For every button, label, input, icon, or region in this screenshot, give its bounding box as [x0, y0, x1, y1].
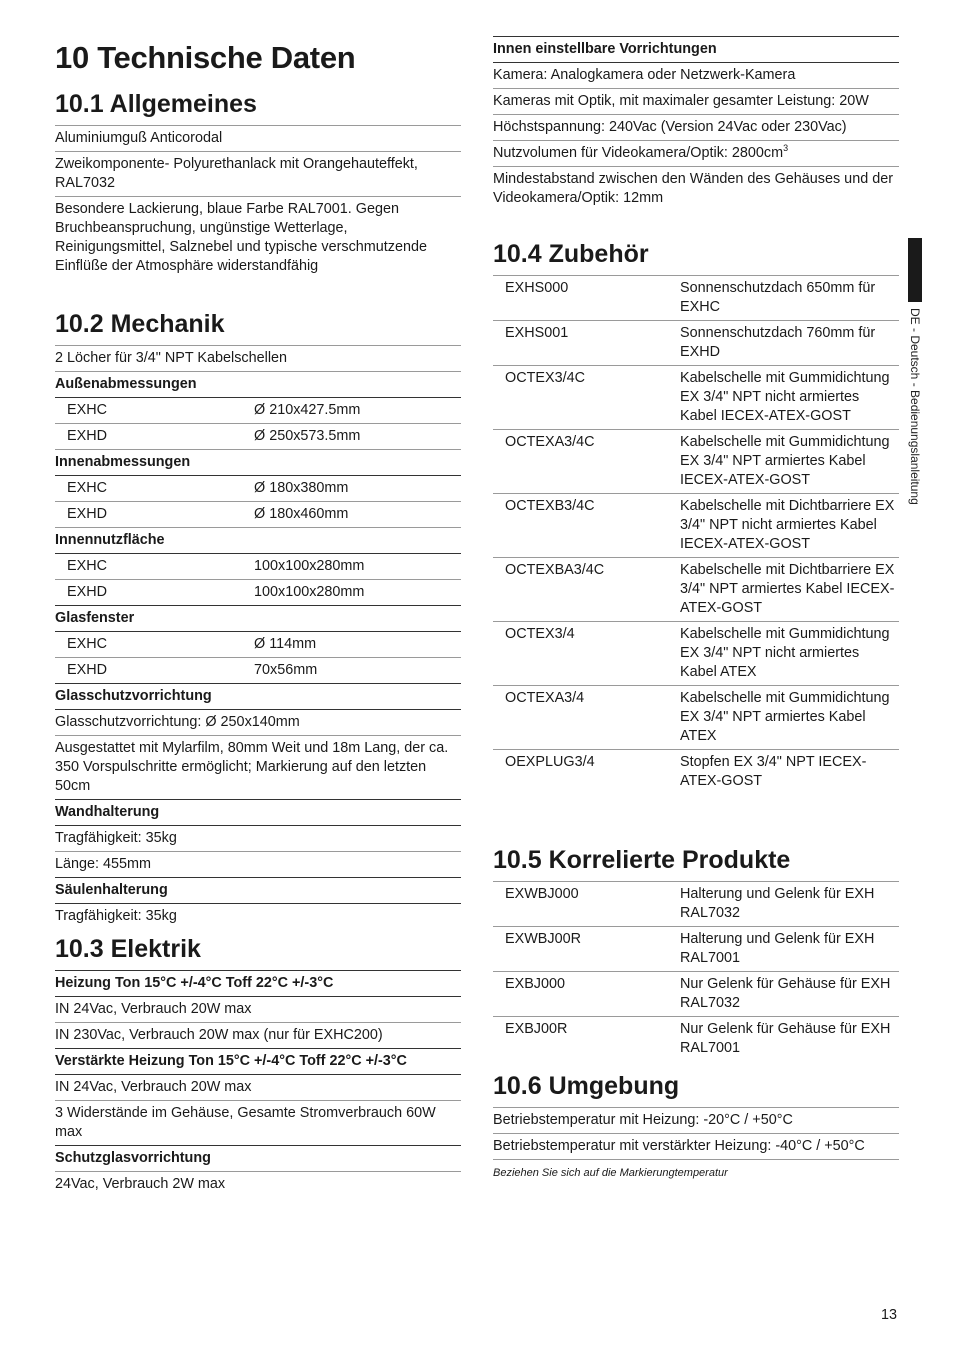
section-title: 10.2 Mechanik — [55, 310, 225, 338]
accessory-desc: Sonnenschutzdach 650mm für EXHC — [680, 280, 876, 315]
footnote: Beziehen Sie sich auf die Markierungtemperatur — [493, 1167, 728, 1179]
section-zubehoer — [493, 238, 899, 794]
section-mechanik — [55, 308, 461, 929]
accessory-row — [493, 750, 899, 794]
product-desc: Nur Gelenk für Gehäuse für EXH RAL7001 — [680, 1021, 891, 1056]
spec-value: 100x100x280mm — [254, 584, 365, 600]
spec-key: EXHD — [67, 584, 107, 600]
spec-row: 3 Widerstände im Gehäuse, Gesamte Stromverbrauch 60W max — [55, 1101, 461, 1146]
spec-row: IN 24Vac, Verbrauch 20W max — [55, 1075, 461, 1101]
spec-value: Ø 180x460mm — [254, 506, 349, 522]
accessory-desc: Kabelschelle mit Gummidichtung EX 3/4" NPT armiertes Kabel IECEX-ATEX-GOST — [680, 434, 890, 488]
accessory-code: OCTEXBA3/4C — [505, 562, 605, 578]
spec-group-header: Außenabmessungen — [55, 372, 461, 398]
spec-row: Betriebstemperatur mit Heizung: -20°C / +50°C — [493, 1107, 899, 1134]
accessory-desc: Kabelschelle mit Dichtbarriere EX 3/4" NPT nicht armiertes Kabel IECEX-ATEX-GOST — [680, 498, 895, 552]
section-inner-devices — [493, 36, 899, 211]
spec-kv-row — [55, 580, 461, 606]
section-title: 10.5 Korrelierte Produkte — [493, 846, 791, 874]
accessory-code: EXHS001 — [505, 325, 569, 341]
section-title: 10.1 Allgemeines — [55, 90, 257, 118]
spec-text: Nutzvolumen für Videokamera/Optik: 2800cm — [493, 145, 784, 161]
spec-row: IN 24Vac, Verbrauch 20W max — [55, 997, 461, 1023]
accessory-row — [493, 430, 899, 494]
spec-row — [493, 141, 899, 167]
product-code: EXWBJ00R — [505, 931, 581, 947]
accessory-code: EXHS000 — [505, 280, 569, 296]
spec-value: Ø 250x573.5mm — [254, 428, 361, 444]
product-desc: Halterung und Gelenk für EXH RAL7032 — [680, 886, 875, 921]
section-title: 10.6 Umgebung — [493, 1072, 680, 1100]
spec-kv-row — [55, 658, 461, 684]
spec-row: Ausgestattet mit Mylarfilm, 80mm Weit und 18m Lang, der ca. 350 Vorspulschritte ermöglicht; Markierung auf den letzten 50cm — [55, 736, 461, 800]
product-desc: Halterung und Gelenk für EXH RAL7001 — [680, 931, 875, 966]
spec-group-header: Säulenhalterung — [55, 878, 461, 904]
spec-group-header: Innen einstellbare Vorrichtungen — [493, 36, 899, 63]
side-tab-marker — [908, 238, 922, 302]
product-row — [493, 927, 899, 972]
spec-key: EXHC — [67, 402, 107, 418]
accessory-code: OCTEX3/4 — [505, 626, 575, 642]
section-umgebung — [493, 1070, 899, 1180]
product-code: EXWBJ000 — [505, 886, 579, 902]
product-code: EXBJ000 — [505, 976, 566, 992]
spec-key: EXHC — [67, 636, 107, 652]
accessory-row — [493, 275, 899, 321]
spec-kv-row — [55, 554, 461, 580]
accessory-desc: Kabelschelle mit Gummidichtung EX 3/4" NPT nicht armiertes Kabel IECEX-ATEX-GOST — [680, 370, 890, 424]
section-korrelierte-produkte — [493, 844, 899, 1061]
spec-row: 2 Löcher für 3/4" NPT Kabelschellen — [55, 345, 461, 372]
spec-group-header: Schutzglasvorrichtung — [55, 1146, 461, 1172]
accessory-desc: Stopfen EX 3/4" NPT IECEX-ATEX-GOST — [680, 754, 867, 789]
spec-key: EXHD — [67, 506, 107, 522]
product-row — [493, 881, 899, 927]
spec-group-header: Verstärkte Heizung Ton 15°C +/-4°C Toff 22°C +/-3°C — [55, 1049, 461, 1075]
side-language-label: DE - Deutsch - Bedienungslanleitung — [908, 308, 922, 505]
accessory-code: OCTEXB3/4C — [505, 498, 595, 514]
spec-kv-row — [55, 502, 461, 528]
section-allgemeines — [55, 88, 461, 279]
section-elektrik — [55, 933, 461, 1197]
spec-value: Ø 180x380mm — [254, 480, 349, 496]
spec-group-header: Innenabmessungen — [55, 450, 461, 476]
spec-kv-row — [55, 476, 461, 502]
section-title: 10.4 Zubehör — [493, 240, 649, 268]
spec-value: Ø 114mm — [254, 636, 317, 652]
product-code: EXBJ00R — [505, 1021, 568, 1037]
spec-group-header: Innennutzfläche — [55, 528, 461, 554]
spec-row: Besondere Lackierung, blaue Farbe RAL7001. Gegen Bruchbeanspruchung, ungünstige Wetterlage, Reinigungsmittel, Salznebel und typische verschmutzende Einflüße der Atmosphäre widerstandfähig — [55, 201, 427, 274]
spec-row: Länge: 455mm — [55, 852, 461, 878]
accessory-code: OCTEXA3/4C — [505, 434, 595, 450]
accessory-code: OCTEXA3/4 — [505, 690, 585, 706]
accessory-code: OCTEX3/4C — [505, 370, 585, 386]
spec-row: Glasschutzvorrichtung: Ø 250x140mm — [55, 710, 461, 736]
accessory-desc: Kabelschelle mit Gummidichtung EX 3/4" NPT nicht armiertes Kabel ATEX — [680, 626, 890, 680]
accessory-desc: Kabelschelle mit Dichtbarriere EX 3/4" NPT armiertes Kabel IECEX-ATEX-GOST — [680, 562, 895, 616]
spec-group-header: Glasfenster — [55, 606, 461, 632]
spec-row: Tragfähigkeit: 35kg — [55, 908, 177, 924]
spec-value: Ø 210x427.5mm — [254, 402, 361, 418]
spec-row: Höchstspannung: 240Vac (Version 24Vac oder 230Vac) — [493, 115, 899, 141]
spec-key: EXHC — [67, 480, 107, 496]
spec-group-header: Wandhalterung — [55, 800, 461, 826]
spec-value: 70x56mm — [254, 662, 318, 678]
spec-key: EXHD — [67, 662, 107, 678]
page-number: 13 — [881, 1307, 898, 1323]
accessory-row — [493, 686, 899, 750]
accessory-desc: Kabelschelle mit Gummidichtung EX 3/4" NPT armiertes Kabel ATEX — [680, 690, 890, 744]
spec-group-header: Heizung Ton 15°C +/-4°C Toff 22°C +/-3°C — [55, 970, 461, 997]
spec-kv-row — [55, 398, 461, 424]
spec-group-header: Glasschutzvorrichtung — [55, 684, 461, 710]
spec-row: 24Vac, Verbrauch 2W max — [55, 1176, 226, 1192]
section-title: 10.3 Elektrik — [55, 935, 201, 963]
spec-row: Zweikomponente- Polyurethanlack mit Orangehauteffekt, RAL7032 — [55, 152, 461, 197]
spec-row: IN 230Vac, Verbrauch 20W max (nur für EXHC200) — [55, 1023, 461, 1049]
accessory-row — [493, 494, 899, 558]
product-row — [493, 972, 899, 1017]
spec-row: Aluminiumguß Anticorodal — [55, 125, 461, 152]
accessory-row — [493, 321, 899, 366]
page-title: 10 Technische Daten — [55, 40, 356, 75]
spec-row: Tragfähigkeit: 35kg — [55, 826, 461, 852]
spec-kv-row — [55, 424, 461, 450]
spec-value: 100x100x280mm — [254, 558, 365, 574]
accessory-row — [493, 366, 899, 430]
product-desc: Nur Gelenk für Gehäuse für EXH RAL7032 — [680, 976, 891, 1011]
accessory-code: OEXPLUG3/4 — [505, 754, 595, 770]
spec-row: Betriebstemperatur mit verstärkter Heizung: -40°C / +50°C — [493, 1134, 899, 1160]
spec-key: EXHD — [67, 428, 107, 444]
spec-row: Kameras mit Optik, mit maximaler gesamter Leistung: 20W — [493, 89, 899, 115]
accessory-row — [493, 622, 899, 686]
product-row — [493, 1017, 899, 1061]
spec-row: Kamera: Analogkamera oder Netzwerk-Kamera — [493, 63, 899, 89]
accessory-desc: Sonnenschutzdach 760mm für EXHD — [680, 325, 876, 360]
spec-row: Mindestabstand zwischen den Wänden des Gehäuses und der Videokamera/Optik: 12mm — [493, 171, 893, 206]
spec-key: EXHC — [67, 558, 107, 574]
accessory-row — [493, 558, 899, 622]
superscript: 3 — [783, 143, 789, 154]
spec-kv-row — [55, 632, 461, 658]
